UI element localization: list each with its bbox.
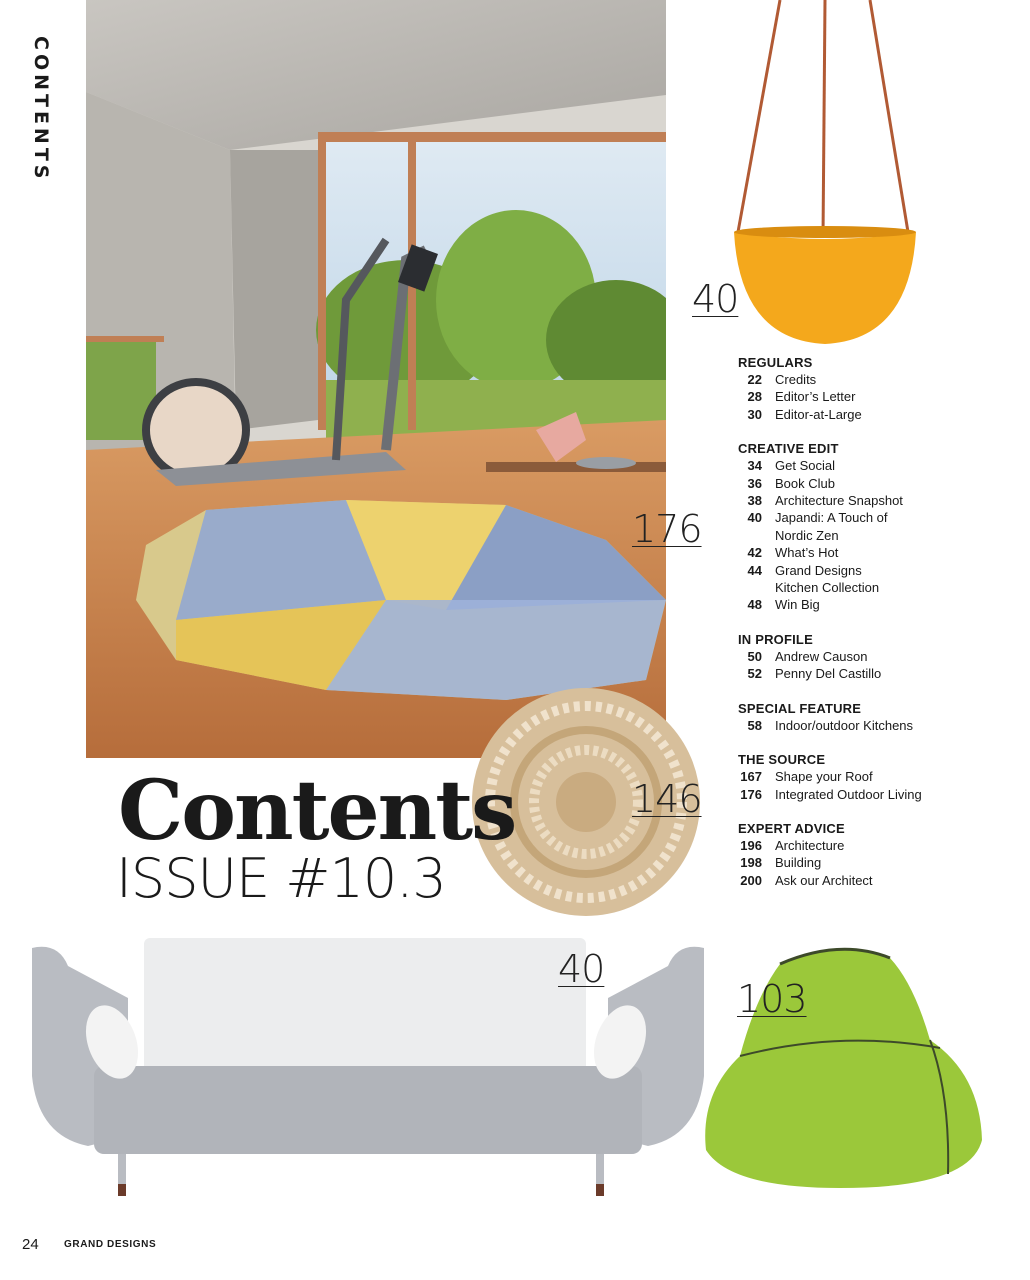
toc-item[interactable] xyxy=(738,388,1008,405)
toc-section-heading: IN PROFILE xyxy=(738,631,813,647)
toc-title: Win Big xyxy=(775,597,820,613)
toc-title: Ask our Architect xyxy=(775,872,873,888)
toc-title: Grand Designs Kitchen Collection xyxy=(775,562,880,596)
toc-page: 176 xyxy=(740,786,762,802)
toc-section-heading: THE SOURCE xyxy=(738,752,826,768)
toc-title: Credits xyxy=(775,372,817,387)
hanging-planter-image xyxy=(720,0,930,350)
sofa-image xyxy=(28,936,708,1198)
callout-sofa: 40 xyxy=(558,947,605,991)
toc-item[interactable] xyxy=(738,562,1008,597)
toc-page: 200 xyxy=(740,872,762,888)
toc-title: Indoor/outdoor Kitchens xyxy=(775,717,914,733)
toc-page: 58 xyxy=(747,717,762,733)
toc-title: Japandi: A Touch of Nordic Zen xyxy=(775,510,888,543)
toc-page: 196 xyxy=(740,837,762,853)
toc-section-creative-edit xyxy=(738,440,1008,614)
toc-page: 22 xyxy=(747,372,762,387)
toc-item[interactable] xyxy=(738,768,1008,785)
toc-item[interactable] xyxy=(738,475,1008,492)
toc-page: 167 xyxy=(740,769,762,785)
callout-geometric-rug: 176 xyxy=(632,507,702,551)
toc-section-in-profile xyxy=(738,631,1008,683)
toc-page: 50 xyxy=(747,648,762,664)
toc-page: 34 xyxy=(747,458,762,474)
toc-item[interactable] xyxy=(738,509,1008,544)
toc-title: Book Club xyxy=(775,475,835,491)
vertical-section-label xyxy=(18,36,58,186)
gym-interior-illustration xyxy=(86,0,666,758)
toc-item[interactable] xyxy=(738,648,1008,665)
toc-page: 40 xyxy=(747,510,762,526)
toc-section-heading: SPECIAL FEATURE xyxy=(738,700,862,716)
page-title: Contents xyxy=(118,763,516,859)
toc-item[interactable] xyxy=(738,457,1008,474)
toc-section-the-source xyxy=(738,751,1008,803)
toc-title: Editor-at-Large xyxy=(775,406,862,422)
toc-title: Penny Del Castillo xyxy=(775,666,882,682)
toc-page: 48 xyxy=(747,597,762,613)
toc-item[interactable] xyxy=(738,786,1008,803)
toc-item[interactable] xyxy=(738,406,1008,423)
toc-item[interactable] xyxy=(738,872,1008,889)
toc-title: Integrated Outdoor Living xyxy=(775,786,922,802)
toc-section-heading: CREATIVE EDIT xyxy=(738,441,839,457)
toc-page: 30 xyxy=(747,406,762,422)
gym-interior-photo xyxy=(86,0,666,758)
toc-page: 38 xyxy=(747,493,762,509)
callout-beanbag: 103 xyxy=(737,977,807,1021)
magazine-name: GRAND DESIGNS xyxy=(64,1239,157,1250)
table-of-contents xyxy=(738,354,1008,906)
toc-page: 36 xyxy=(747,475,762,491)
toc-section-heading: REGULARS xyxy=(738,355,813,370)
callout-jute-rug: 146 xyxy=(632,777,702,821)
toc-title: Get Social xyxy=(775,458,835,474)
toc-title: Architecture xyxy=(775,837,845,853)
toc-title: Andrew Causon xyxy=(775,648,868,664)
callout-hanging-planter: 40 xyxy=(692,277,739,321)
toc-title: Editor’s Letter xyxy=(775,389,856,405)
issue-number: ISSUE #10.3 xyxy=(116,847,446,910)
toc-page: 198 xyxy=(740,855,762,871)
toc-title: Architecture Snapshot xyxy=(775,493,903,509)
toc-item[interactable] xyxy=(738,665,1008,682)
toc-section-heading: EXPERT ADVICE xyxy=(738,820,845,836)
toc-item[interactable] xyxy=(738,717,1008,734)
folio-page-number: 24 xyxy=(22,1236,39,1253)
toc-page: 52 xyxy=(747,666,762,682)
toc-page: 42 xyxy=(747,545,762,561)
toc-title: Building xyxy=(775,855,822,871)
toc-page: 44 xyxy=(747,562,762,578)
toc-section-expert-advice xyxy=(738,820,1008,889)
toc-item[interactable] xyxy=(738,492,1008,509)
toc-item[interactable] xyxy=(738,596,1008,613)
toc-page: 28 xyxy=(747,389,762,405)
toc-title: Shape your Roof xyxy=(775,769,873,785)
toc-section-special-feature xyxy=(738,700,1008,734)
toc-item[interactable] xyxy=(738,371,1008,388)
vertical-label-text: CONTENTS xyxy=(30,36,52,183)
toc-item[interactable] xyxy=(738,544,1008,561)
toc-title: What’s Hot xyxy=(775,545,839,561)
toc-section-regulars xyxy=(738,354,1008,423)
toc-item[interactable] xyxy=(738,854,1008,871)
toc-item[interactable] xyxy=(738,837,1008,854)
